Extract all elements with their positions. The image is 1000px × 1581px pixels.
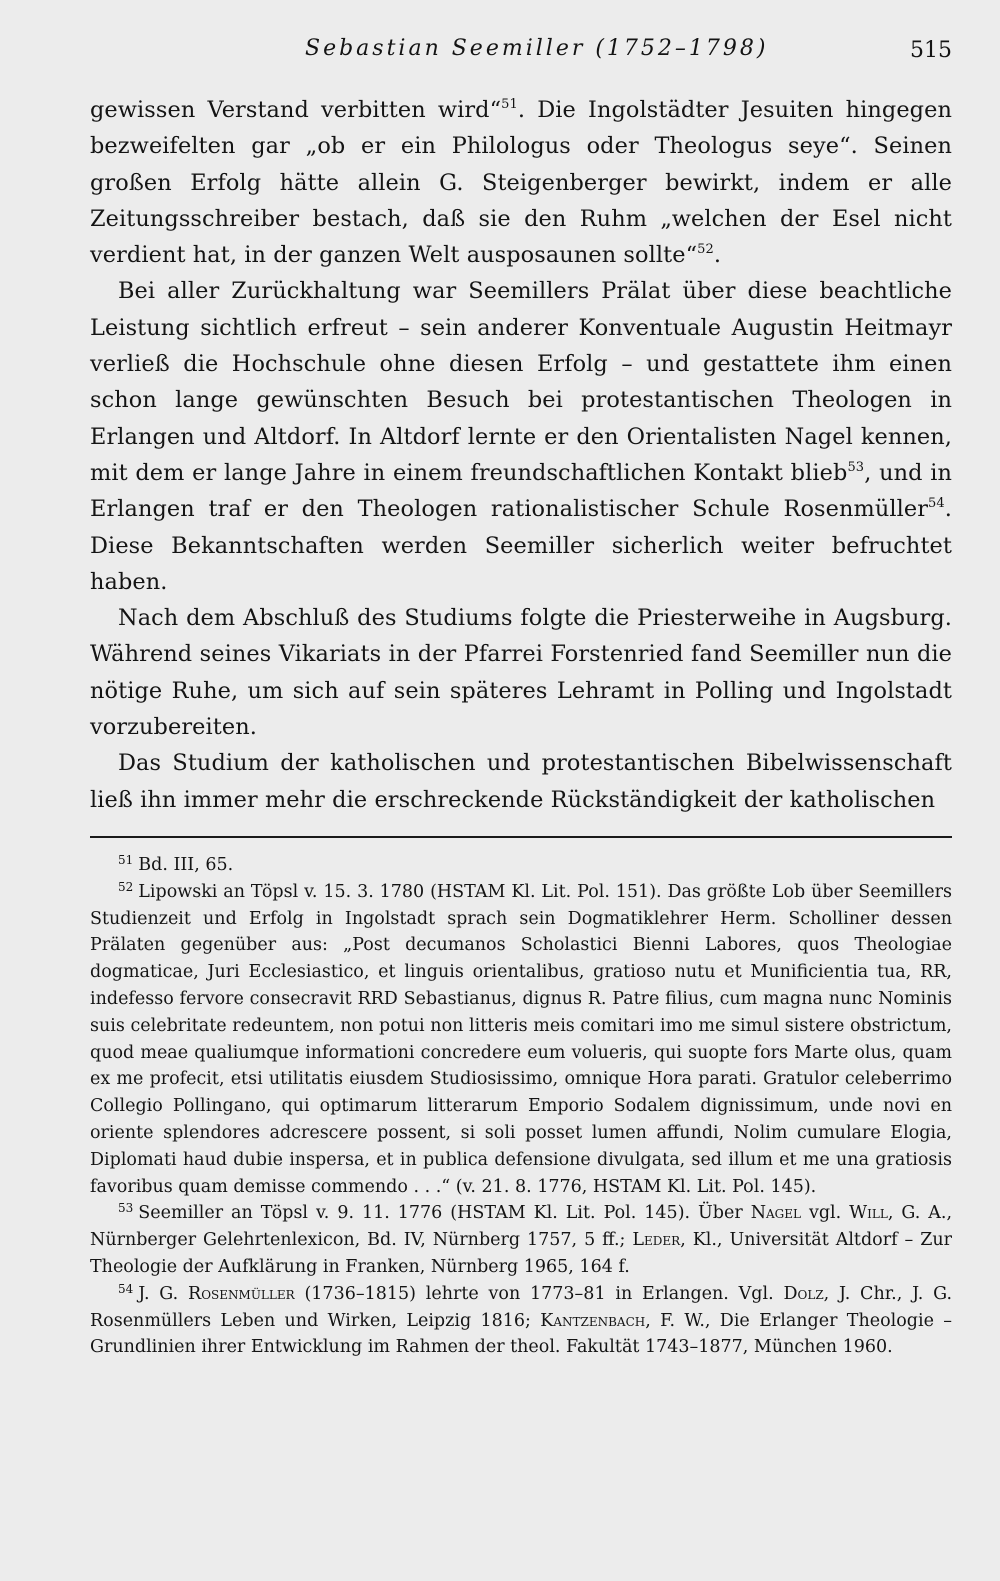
footnote-52 [90,879,952,1201]
paragraph-2-text-c: . Diese Bekanntschaften werden Seemiller sicherlich weiter befruchtet haben. [90,496,952,595]
footnote-number: 54 [118,1281,134,1296]
paragraph-2-text-b: , und in Erlangen traf er den Theologen rationalistischer Schule Rosenmüller [90,459,952,523]
running-head [90,36,952,70]
page-number: 515 [910,38,952,63]
paragraph-4: Das Studium der katholischen und protestantischen Bibelwissenschaft ließ ihn immer mehr die erschreckende Rückständigkeit der katholischen [90,750,952,813]
footnote-text: J. G. [138,1283,189,1304]
paragraph-1-text-b: . Die Ingolstädter Jesuiten hingegen bezweifelten gar „ob er ein Philologus oder Theologus seye“. Seinen großen Erfolg hätte allein G. Steigenberger bewirkt, indem er alle Zeitungsschreiber bestach, daß sie den Ruhm „welchen der Esel nicht verdient hat, in der ganzen Welt ausposaunen sollte“ [90,97,952,269]
running-title: Sebastian Seemiller (1752–1798) [305,36,769,61]
footnote-number: 51 [118,853,134,867]
footnote-ref-51: 51 [501,97,518,112]
paragraph-1-text-a: gewissen Verstand verbitten wird“ [90,97,502,123]
footnote-text: vgl. [800,1203,850,1224]
footnote-text: , Kl., Universität Altdorf – Zur Theologie der Aufklärung in Franken, Nürnberg 1965, 164 f. [90,1230,952,1277]
main-text [90,92,952,818]
footnote-text: , F. W., Die Erlanger Theologie – Grundlinien ihrer Entwicklung im Rahmen der theol. Fakultät 1743–1877, München 1960. [90,1310,952,1358]
paragraph-1 [90,92,952,273]
footnote-text: Bd. III, 65. [138,855,234,875]
footnote-ref-52: 52 [697,242,714,258]
footnotes [90,852,952,1361]
paragraph-2-text-a: Bei aller Zurückhaltung war Seemillers Prälat über diese beachtliche Leistung sichtlich erfreut – sein anderer Konventuale Augustin Heitmayr verließ die Hochschule ohne diesen Erfolg – und gestattete ihm einen schon lange gewünschten Besuch bei protestantischen Theologen in Erlangen und Altdorf. In Altdorf lernte er den Orientalisten Nagel kennen, mit dem er lange Jahre in einem freundschaftlichen Kontakt blieb [90,278,952,486]
footnote-54 [90,1281,952,1361]
author-name: Dolz [783,1283,824,1304]
paragraph-2 [90,273,952,600]
paragraph-3: Nach dem Abschluß des Studiums folgte die Priesterweihe in Augsburg. Während seines Vikariats in der Pfarrei Forstenried fand Seemiller nun die nötige Ruhe, um sich auf sein späteres Lehramt in Polling und Ingolstadt vorzubereiten. [90,605,952,741]
footnote-number: 52 [118,879,134,894]
footnote-ref-53: 53 [847,459,865,475]
author-name: Leder [632,1230,681,1251]
author-name: Kantzenbach [540,1310,646,1331]
footnote-text: Seemiller an Töpsl v. 9. 11. 1776 (HSTAM Kl. Lit. Pol. 145). Über [138,1203,751,1224]
footnote-text: , J. Chr., J. G. Rosenmüllers Leben und Wirken, Leipzig 1816; [90,1283,953,1331]
footnote-number: 53 [118,1201,134,1216]
footnote-ref-54: 54 [928,496,945,512]
footnote-text: , G. A., Nürnberger Gelehrtenlexicon, Bd. IV, Nürnberg 1757, 5 ff.; [90,1203,953,1251]
footnote-text: Lipowski an Töpsl v. 15. 3. 1780 (HSTAM Kl. Lit. Pol. 151). Das größte Lob über Seemillers Studienzeit und Erfolg in Ingolstadt sprach sein Dogmatiklehrer Herm. Scholliner dessen Prälaten gegenüber aus: „Post decumanos Scholastici Bienni Labores, quos Theologiae dogmaticae, Juri Ecclesiastico, et linguis orientalibus, gratioso nutu et Munificientia tua, RR, indefesso fervore consecravit RRD Sebastianus, dignus R. Patre filius, cum magna nunc Nominis suis celebritate redeuntem, non potui non litteris meis comitari imo me simul sistere obstrictum, quod meae qualiumque informationi concredere eum volueris, qui suopte fors Marte olus, quam ex me profecit, etsi utilitatis eiusdem Studiosissimo, omnique Hora parati. Gratulor celeberrimo Collegio Pollingano, qui optimarum litterarum Emporio Sodalem dignissimum, unde novi en oriente splendores adcrescere possent, si soli posset lumen affundi, Nolim cumulare Elogia, Diplomati haud dubie inspersa, et in publica defensione divulgata, sed illum et me una gratiosis favoribus quam demisse commendo . . .“ (v. 21. 8. 1776, HSTAM Kl. Lit. Pol. 145). [90,881,952,1197]
paragraph-1-text-c: . [713,242,722,269]
footnote-51 [90,852,952,879]
footnote-53 [90,1200,952,1280]
author-name: Nagel [750,1203,801,1224]
footnote-text: (1736–1815) lehrte von 1773–81 in Erlangen. Vgl. [294,1283,784,1304]
author-name: Will [849,1203,888,1224]
author-name: Rosenmüller [188,1283,295,1304]
footnote-rule [90,836,952,838]
